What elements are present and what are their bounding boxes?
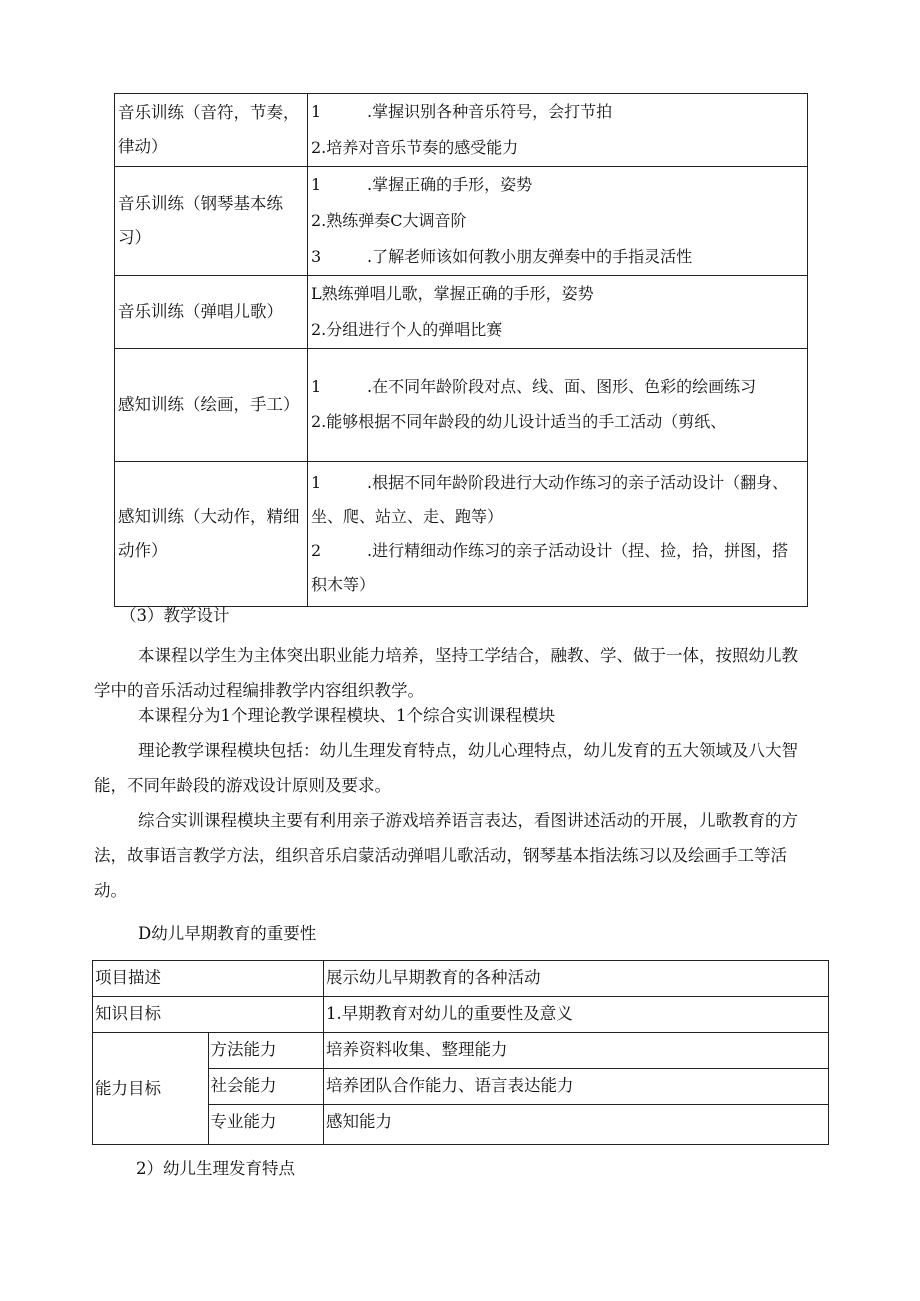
content-cell <box>308 94 808 167</box>
paragraph: 综合实训课程模块主要有利用亲子游戏培养语言表达，看图讲述活动的开展，儿歌教育的方法，故事语言教学方法，组织音乐启蒙活动弹唱儿歌活动，钢琴基本指法练习以及绘画手工等活动。 <box>94 811 798 900</box>
item-number: 1 <box>311 102 322 121</box>
ability-value: 培养团队合作能力、语言表达能力 <box>324 1069 829 1105</box>
module-label: 音乐训练（钢琴基本练习） <box>118 194 283 247</box>
item-text: .了解老师该如何教小朋友弹奏中的手指灵活性 <box>367 247 693 266</box>
table-row <box>115 462 808 607</box>
desc-value: 展示幼儿早期教育的各种活动 <box>324 961 829 997</box>
module-label: 音乐训练（弹唱儿歌） <box>118 302 283 321</box>
subtitle: D幼儿早期教育的重要性 <box>138 924 317 943</box>
ability-name: 专业能力 <box>208 1105 324 1145</box>
knowledge-label: 知识目标 <box>93 997 324 1033</box>
content-cell <box>308 167 808 276</box>
item-text: .根据不同年龄阶段进行大动作练习的亲子活动设计（翻身、坐、爬、站立、走、跑等） <box>311 473 789 526</box>
item-number: 3 <box>311 247 322 266</box>
project-table <box>92 960 829 1145</box>
list-item <box>311 534 804 602</box>
ability-value: 感知能力 <box>324 1105 829 1145</box>
module-label: 音乐训练（音符，节奏，律动） <box>118 103 300 156</box>
desc-label: 项目描述 <box>93 961 324 997</box>
list-item <box>311 466 804 534</box>
item-text: 2.培养对音乐节奏的感受能力 <box>311 138 519 157</box>
module-cell <box>115 276 308 349</box>
item-text: .在不同年龄阶段对点、线、面、图形、色彩的绘画练习 <box>367 377 757 396</box>
list-item <box>311 130 804 166</box>
module-cell <box>115 462 308 607</box>
paragraph: 理论教学课程模块包括：幼儿生理发育特点，幼儿心理特点，幼儿发育的五大领域及八大智能，不同年龄段的游戏设计原则及要求。 <box>94 741 798 795</box>
table-row <box>115 276 808 349</box>
list-item <box>311 276 804 312</box>
module-label: 感知训练（绘画，手工） <box>118 395 300 414</box>
list-item <box>311 239 804 275</box>
list-item <box>311 312 804 348</box>
list-item <box>311 167 804 203</box>
paragraph: 本课程分为1个理论教学课程模块、1个综合实训课程模块 <box>138 706 555 725</box>
paragraph: 本课程以学生为主体突出职业能力培养，坚持工学结合，融教、学、做于一体，按照幼儿教学中的音乐活动过程编排教学内容组织教学。 <box>94 646 798 700</box>
content-cell <box>308 349 808 462</box>
ability-name: 社会能力 <box>208 1069 324 1105</box>
item-number: 1 <box>311 473 322 492</box>
content-cell <box>308 276 808 349</box>
section-heading: （3）教学设计 <box>120 606 230 625</box>
table-row <box>115 349 808 462</box>
table-row <box>93 997 829 1033</box>
item-text: 2.熟练弹奏C大调音阶 <box>311 211 467 230</box>
item-text: 2.分组进行个人的弹唱比赛 <box>311 320 503 339</box>
knowledge-value: 1.早期教育对幼儿的重要性及意义 <box>324 997 829 1033</box>
list-item <box>311 203 804 239</box>
item-number: 2 <box>311 541 322 560</box>
item-text: .进行精细动作练习的亲子活动设计（捏、捡，拾，拼图，搭积木等） <box>311 541 789 594</box>
table-row <box>93 961 829 997</box>
list-item <box>311 404 804 440</box>
ability-label: 能力目标 <box>93 1033 209 1145</box>
module-label: 感知训练（大动作，精细动作） <box>118 507 300 560</box>
item-number: 1 <box>311 377 322 396</box>
table-row <box>115 94 808 167</box>
table-row <box>93 1033 829 1069</box>
list-item <box>311 94 804 130</box>
training-table <box>114 93 808 607</box>
list-item <box>311 370 804 404</box>
ability-name: 方法能力 <box>208 1033 324 1069</box>
item-text: 2.能够根据不同年龄段的幼儿设计适当的手工活动（剪纸、 <box>311 412 727 431</box>
item-text: L熟练弹唱儿歌，掌握正确的手形，姿势 <box>311 284 594 303</box>
ability-value: 培养资料收集、整理能力 <box>324 1033 829 1069</box>
content-cell <box>308 462 808 607</box>
module-cell <box>115 94 308 167</box>
footer-heading: 2）幼儿生理发育特点 <box>136 1159 295 1178</box>
module-cell <box>115 167 308 276</box>
module-cell <box>115 349 308 462</box>
item-text: .掌握正确的手形，姿势 <box>367 175 533 194</box>
item-number: 1 <box>311 175 322 194</box>
table-row <box>115 167 808 276</box>
item-text: .掌握识别各种音乐符号，会打节拍 <box>367 102 613 121</box>
